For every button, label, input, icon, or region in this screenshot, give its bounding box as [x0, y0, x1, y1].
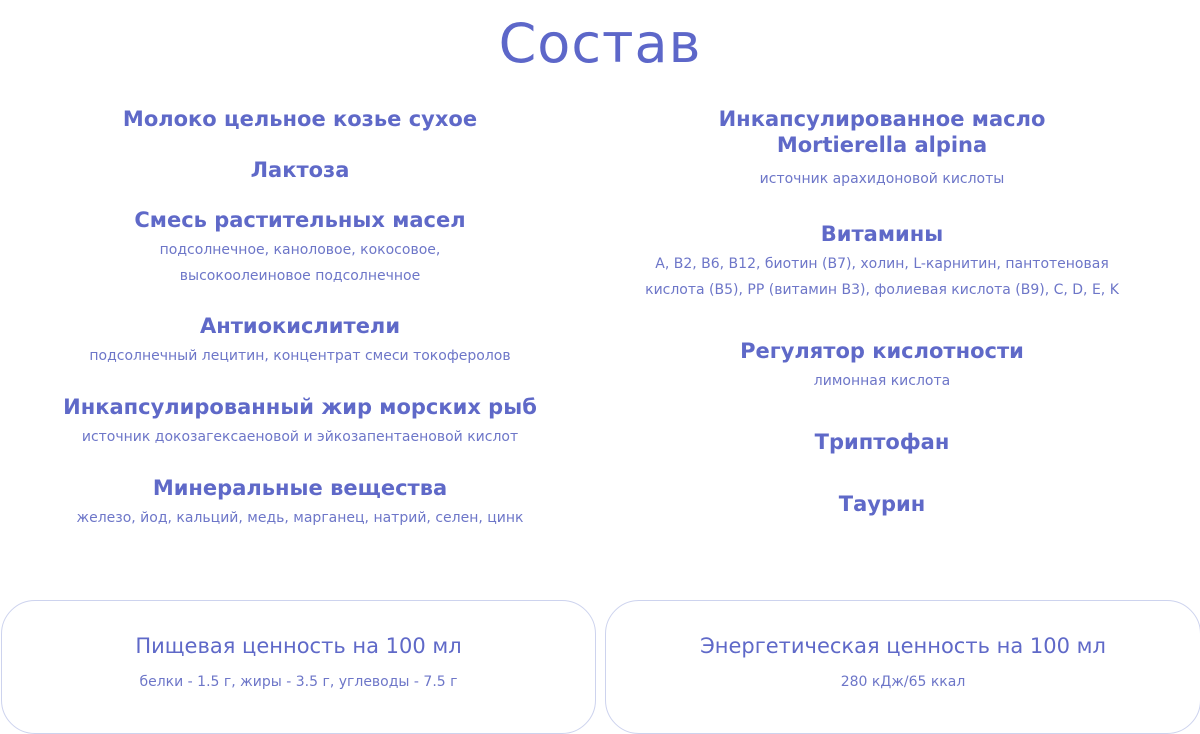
nutrition-value-card [1, 600, 596, 734]
energy-value-card [605, 600, 1200, 734]
ingredient-desc: источник арахидоновой кислоты [759, 171, 1005, 187]
ingredient-name: Минеральные вещества [152, 476, 448, 500]
ingredient-desc: источник докозагексаеновой и эйкозапентаеновой кислот [81, 429, 519, 445]
ingredient-name: Регулятор кислотности [740, 339, 1024, 363]
ingredient-desc: A, B2, B6, B12, биотин (B7), холин, L-карнитин, пантотеновая [655, 256, 1109, 272]
ingredient-vitamins [582, 221, 1182, 303]
ingredient-name: Лактоза [250, 158, 350, 182]
ingredient-desc: железо, йод, кальций, медь, марганец, натрий, селен, цинк [76, 510, 524, 526]
ingredient-name: Смесь растительных масел [134, 208, 466, 232]
ingredient-name: Витамины [820, 222, 944, 246]
ingredient-fish-oil [0, 394, 600, 450]
ingredient-desc: кислота (B5), PP (витамин B3), фолиевая кислота (B9), C, D, E, K [645, 282, 1119, 298]
ingredient-minerals [0, 475, 600, 531]
ingredient-name: Молоко цельное козье сухое [122, 107, 478, 131]
ingredient-goat-milk [0, 106, 600, 132]
ingredient-desc: высокоолеиновое подсолнечное [179, 268, 421, 284]
ingredient-name: Инкапсулированный жир морских рыб [63, 395, 537, 419]
ingredient-name: Инкапсулированное масло [718, 107, 1046, 131]
ingredient-desc: подсолнечное, каноловое, кокосовое, [159, 242, 441, 258]
nutrition-value-text: белки - 1.5 г, жиры - 3.5 г, углеводы - 7.5 г [139, 674, 458, 690]
energy-value-title: Энергетическая ценность на 100 мл [700, 634, 1106, 658]
ingredient-name: Триптофан [814, 430, 950, 454]
ingredient-acidity-regulator [582, 338, 1182, 394]
ingredient-name: Mortierella alpina [776, 133, 988, 157]
ingredient-mortierella-oil [582, 106, 1182, 192]
ingredient-antioxidants [0, 313, 600, 369]
nutrition-value-title: Пищевая ценность на 100 мл [135, 634, 462, 658]
ingredient-name: Таурин [838, 492, 926, 516]
ingredient-taurine [582, 491, 1182, 517]
ingredient-desc: подсолнечный лецитин, концентрат смеси токоферолов [89, 348, 511, 364]
ingredient-vegetable-oils [0, 207, 600, 289]
ingredient-desc: лимонная кислота [813, 373, 951, 389]
ingredient-lactose [0, 157, 600, 183]
ingredient-name: Антиокислители [199, 314, 401, 338]
energy-value-text: 280 кДж/65 ккал [840, 674, 966, 690]
ingredient-tryptophan [582, 429, 1182, 455]
page-title: Состав [498, 12, 702, 75]
